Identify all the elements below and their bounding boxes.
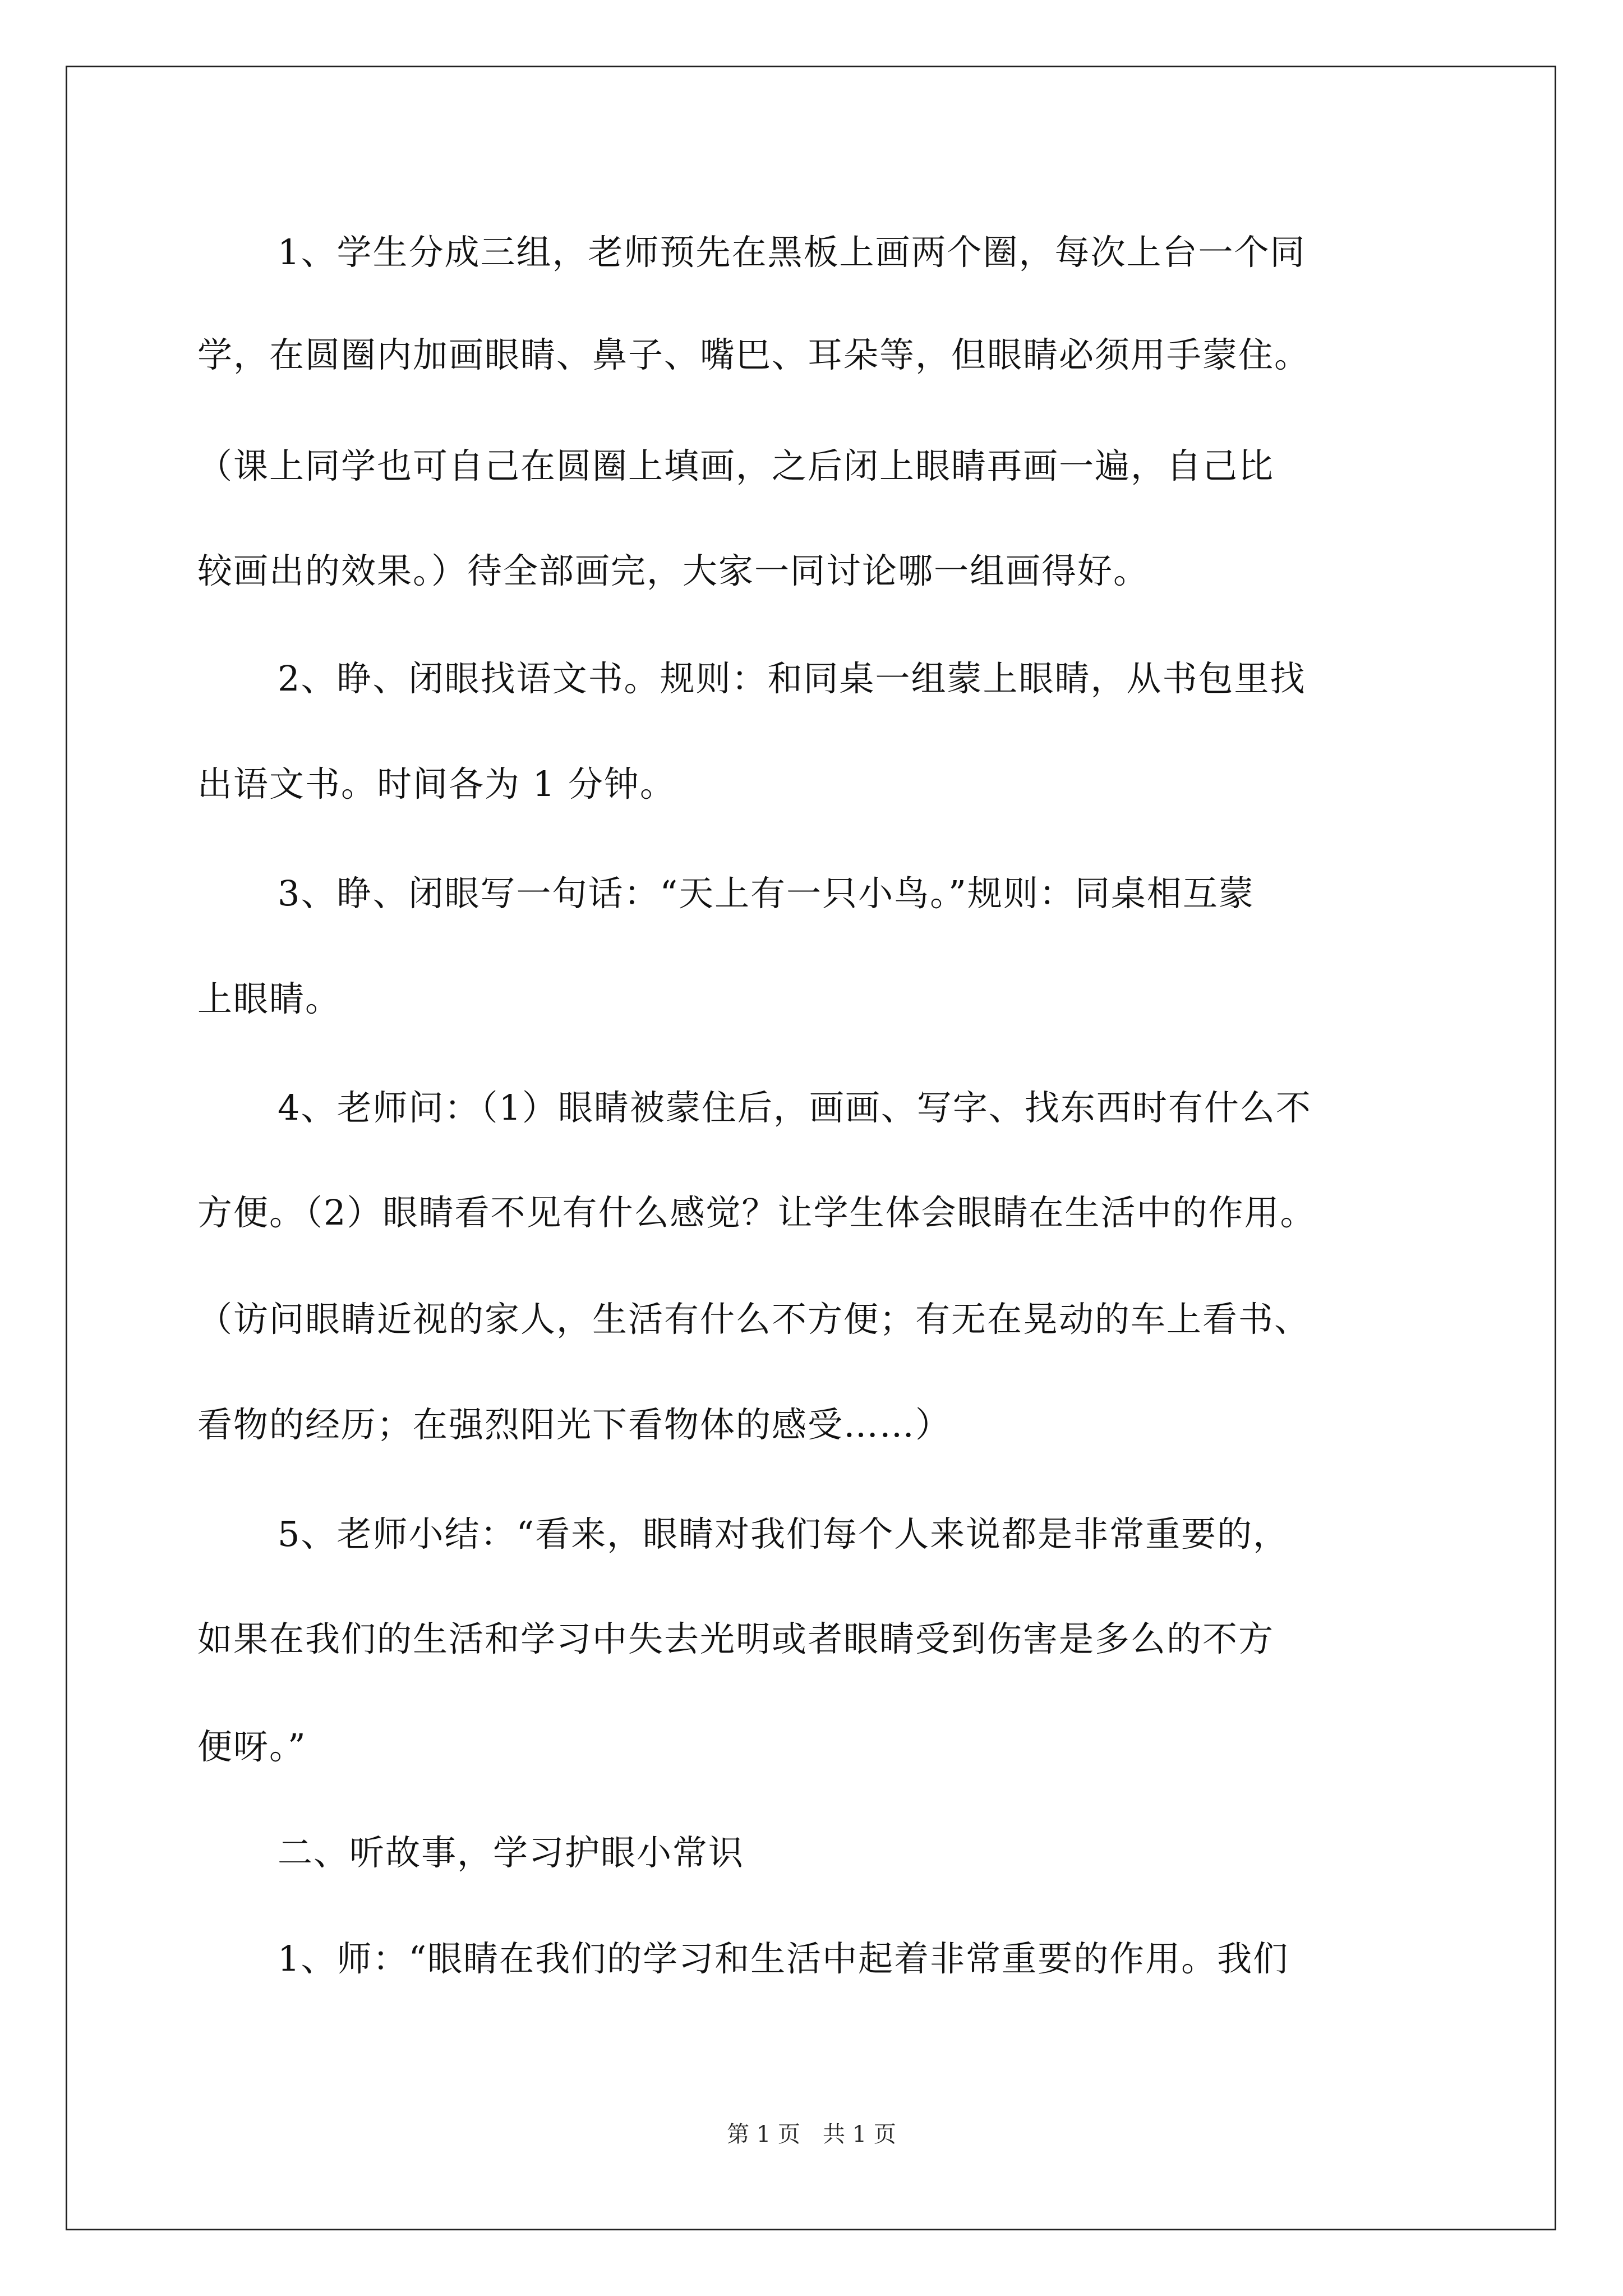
paragraph-1-line-4: 较画出的效果。）待全部画完，大家一同讨论哪一组画得好。 (197, 550, 1150, 591)
paragraph-2-line-1: 2、睁、闭眼找语文书。规则：和同桌一组蒙上眼睛，从书包里找 (278, 658, 1306, 699)
paragraph-1-line-2: 学，在圆圈内加画眼睛、鼻子、嘴巴、耳朵等，但眼睛必须用手蒙住。 (197, 334, 1311, 375)
page-footer: 第 1 页 共 1 页 (727, 2122, 896, 2147)
paragraph-6-line-1: 1、师：“眼睛在我们的学习和生活中起着非常重要的作用。我们 (278, 1938, 1289, 1979)
section-heading: 二、听故事，学习护眼小常识 (278, 1832, 745, 1873)
paragraph-1-line-3: （课上同学也可自己在圆圈上填画，之后闭上眼睛再画一遍，自己比 (197, 445, 1275, 486)
paragraph-5-line-3: 便呀。” (197, 1726, 307, 1767)
paragraph-5-line-1: 5、老师小结：“看来，眼睛对我们每个人来说都是非常重要的， (278, 1513, 1289, 1554)
paragraph-2-line-2: 出语文书。时间各为 1 分钟。 (197, 763, 676, 804)
paragraph-4-line-4: 看物的经历；在强烈阳光下看物体的感受……） (197, 1404, 952, 1445)
paragraph-4-line-2: 方便。（2）眼睛看不见有什么感觉？让学生体会眼睛在生活中的作用。 (197, 1192, 1316, 1233)
paragraph-3-line-1: 3、睁、闭眼写一句话：“天上有一只小鸟。”规则：同桌相互蒙 (278, 873, 1255, 914)
paragraph-1-line-1: 1、学生分成三组，老师预先在黑板上画两个圈，每次上台一个同 (278, 232, 1306, 273)
paragraph-5-line-2: 如果在我们的生活和学习中失去光明或者眼睛受到伤害是多么的不方 (197, 1618, 1275, 1659)
page-border (66, 66, 1556, 2230)
paragraph-4-line-3: （访问眼睛近视的家人，生活有什么不方便；有无在晃动的车上看书、 (197, 1299, 1311, 1340)
paragraph-3-line-2: 上眼睛。 (197, 978, 342, 1019)
paragraph-4-line-1: 4、老师问：（1）眼睛被蒙住后，画画、写字、找东西时有什么不 (278, 1087, 1312, 1128)
